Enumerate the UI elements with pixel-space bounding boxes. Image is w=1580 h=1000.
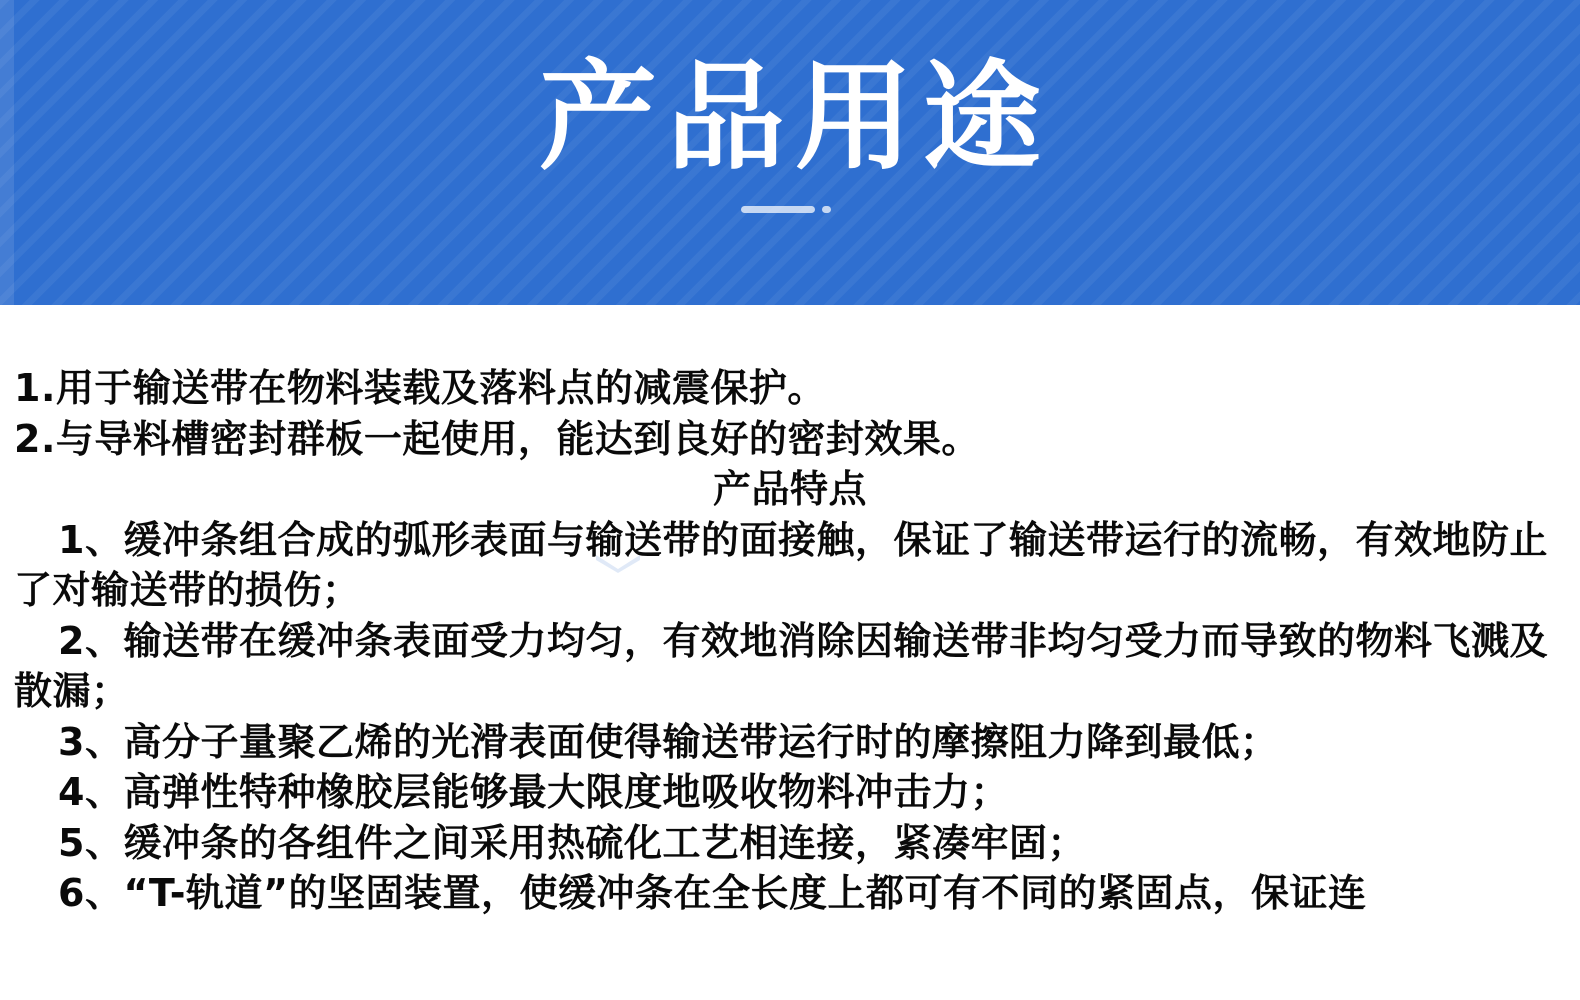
feature-line-4: 4、高弹性特种橡胶层能够最大限度地吸收物料冲击力； — [58, 770, 1009, 815]
underline-dot-icon — [822, 206, 831, 213]
feature-line-1: 1、缓冲条组合成的弧形表面与输送带的面接触，保证了输送带运行的流畅，有效地防止了对输送带的损伤； — [14, 517, 1548, 613]
usage-line-1: 1.用于输送带在物料装载及落料点的减震保护。 — [14, 366, 826, 410]
usage-line-2: 2.与导料槽密封群板一起使用，能达到良好的密封效果。 — [14, 416, 980, 461]
feature-line-5: 5、缓冲条的各组件之间采用热硫化工艺相连接，紧凑牢固； — [58, 820, 1086, 865]
page-banner — [0, 0, 1580, 305]
features-heading: 产品特点 — [712, 467, 867, 512]
page-title: 产品用途 — [538, 48, 1051, 186]
feature-line-6: 6、“T-轨道”的坚固装置，使缓冲条在全长度上都可有不同的紧固点，保证连 — [58, 871, 1367, 916]
feature-line-3: 3、高分子量聚乙烯的光滑表面使得输送带运行时的摩擦阻力降到最低； — [58, 719, 1279, 764]
underline-bar-icon — [741, 206, 815, 213]
feature-line-2: 2、输送带在缓冲条表面受力均匀，有效地消除因输送带非均匀受力而导致的物料飞溅及散漏； — [14, 618, 1548, 714]
title-underline-decoration — [741, 205, 839, 214]
content-body — [0, 305, 1580, 919]
